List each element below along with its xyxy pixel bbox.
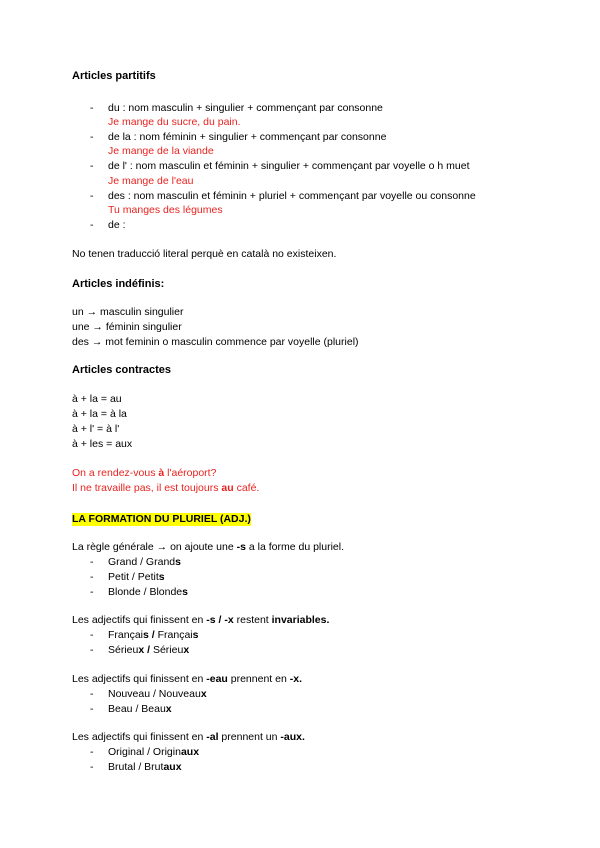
example-sentence-1 (72, 467, 216, 480)
item-base: Sérieu (108, 644, 139, 656)
item-ending: s (158, 571, 165, 583)
rule-bold: -s / -x (206, 614, 234, 626)
item-ending: x (165, 703, 172, 715)
list-dash: - (90, 160, 94, 172)
plural-item (108, 761, 182, 774)
item-ending: s (175, 556, 181, 568)
list-dash: - (90, 102, 94, 114)
item-ending: aux (163, 761, 182, 773)
list-dash: - (90, 746, 94, 758)
plural-item (108, 556, 181, 569)
plural-item (108, 703, 172, 716)
contracte-line: à + la = au (72, 393, 122, 405)
heading-formation-pluriel: LA FORMATION DU PLURIEL (ADJ.) (72, 513, 251, 525)
item-base: Beau / Beau (108, 703, 166, 715)
plural-item (108, 586, 188, 599)
plural-item (108, 688, 207, 701)
ex-bold: à (158, 467, 165, 479)
ex-text: l'aéroport? (164, 467, 217, 479)
list-dash: - (90, 219, 94, 231)
list-dash: - (90, 761, 94, 773)
heading-articles-partitifs: Articles partitifs (72, 70, 156, 82)
rule-text: Les adjectifs qui finissent en (72, 731, 207, 743)
note-text: No tenen traducció literal perquè en català no existeixen. (72, 248, 337, 260)
ex-text: café. (233, 482, 260, 494)
ex-text: Il ne travaille pas, il est toujours (72, 482, 222, 494)
item-ending: s (182, 586, 188, 598)
rule-text: prennent en (227, 673, 290, 685)
item-ending: s / (143, 629, 155, 641)
list-item: des : nom masculin et féminin + pluriel + commençant par voyelle ou consonne (108, 190, 476, 202)
rule-bold: -aux. (280, 731, 305, 743)
rule-text: restent (233, 614, 272, 626)
example-red: Je mange de l'eau (108, 175, 194, 187)
rule-invariables (72, 614, 329, 627)
list-dash: - (90, 629, 94, 641)
rule-text: a la forme du pluriel. (245, 541, 345, 553)
list-item: de la : nom féminin + singulier + commençant par consonne (108, 131, 387, 143)
item-base: Nouveau / Nouveau (108, 688, 201, 700)
list-item: de : (108, 219, 126, 231)
indefini-line: un → masculin singulier (72, 306, 184, 318)
list-dash: - (90, 586, 94, 598)
list-dash: - (90, 571, 94, 583)
item-ending: s (192, 629, 199, 641)
plural-item (108, 629, 198, 642)
list-dash: - (90, 131, 94, 143)
example-red: Je mange du sucre, du pain. (108, 116, 241, 128)
contracte-line: à + l' = à l' (72, 423, 120, 435)
heading-articles-indefinis: Articles indéfinis: (72, 278, 165, 290)
example-red: Tu manges des légumes (108, 204, 223, 216)
heading-articles-contractes: Articles contractes (72, 364, 172, 376)
indefini-line: des → mot feminin o masculin commence par voyelle (pluriel) (72, 336, 359, 348)
rule-bold: -al (206, 731, 219, 743)
item-base: Sérieu (150, 644, 184, 656)
list-dash: - (90, 644, 94, 656)
rule-bold: invariables. (271, 614, 330, 626)
rule-text: prennent un (218, 731, 281, 743)
item-ending: x (200, 688, 207, 700)
rule-text: Les adjectifs qui finissent en (72, 614, 207, 626)
item-base: Petit / Petit (108, 571, 159, 583)
rule-text: Les adjectifs qui finissent en (72, 673, 207, 685)
list-dash: - (90, 190, 94, 202)
ex-text: On a rendez-vous (72, 467, 159, 479)
item-ending: aux (180, 746, 200, 758)
list-dash: - (90, 556, 94, 568)
rule-line (72, 541, 344, 554)
item-base: Brutal / Brut (108, 761, 164, 773)
rule-text: La règle générale → on ajoute une (72, 541, 237, 553)
list-dash: - (90, 703, 94, 715)
ex-bold: au (221, 482, 234, 494)
rule-eau (72, 673, 302, 686)
example-sentence-2 (72, 482, 259, 495)
item-base: Françai (108, 629, 144, 641)
rule-al (72, 731, 305, 744)
plural-item (108, 571, 165, 584)
list-item: de l' : nom masculin et féminin + singulier + commençant par voyelle o h muet (108, 160, 470, 172)
item-base: Grand / Grand (108, 556, 176, 568)
list-item: du : nom masculin + singulier + commençant par consonne (108, 102, 383, 114)
item-base: Blonde / Blonde (108, 586, 183, 598)
rule-bold: -eau (206, 673, 228, 685)
indefini-line: une → féminin singulier (72, 321, 182, 333)
item-ending: x / (138, 644, 151, 656)
example-red: Je mange de la viande (108, 145, 214, 157)
list-dash: - (90, 688, 94, 700)
rule-bold: -s (236, 541, 246, 553)
item-base: Françai (154, 629, 193, 641)
rule-bold: -x. (289, 673, 302, 685)
item-ending: x (183, 644, 190, 656)
item-base: Original / Origin (108, 746, 181, 758)
plural-item (108, 746, 199, 759)
contracte-line: à + la = à la (72, 408, 127, 420)
plural-item (108, 644, 189, 657)
contracte-line: à + les = aux (72, 438, 133, 450)
